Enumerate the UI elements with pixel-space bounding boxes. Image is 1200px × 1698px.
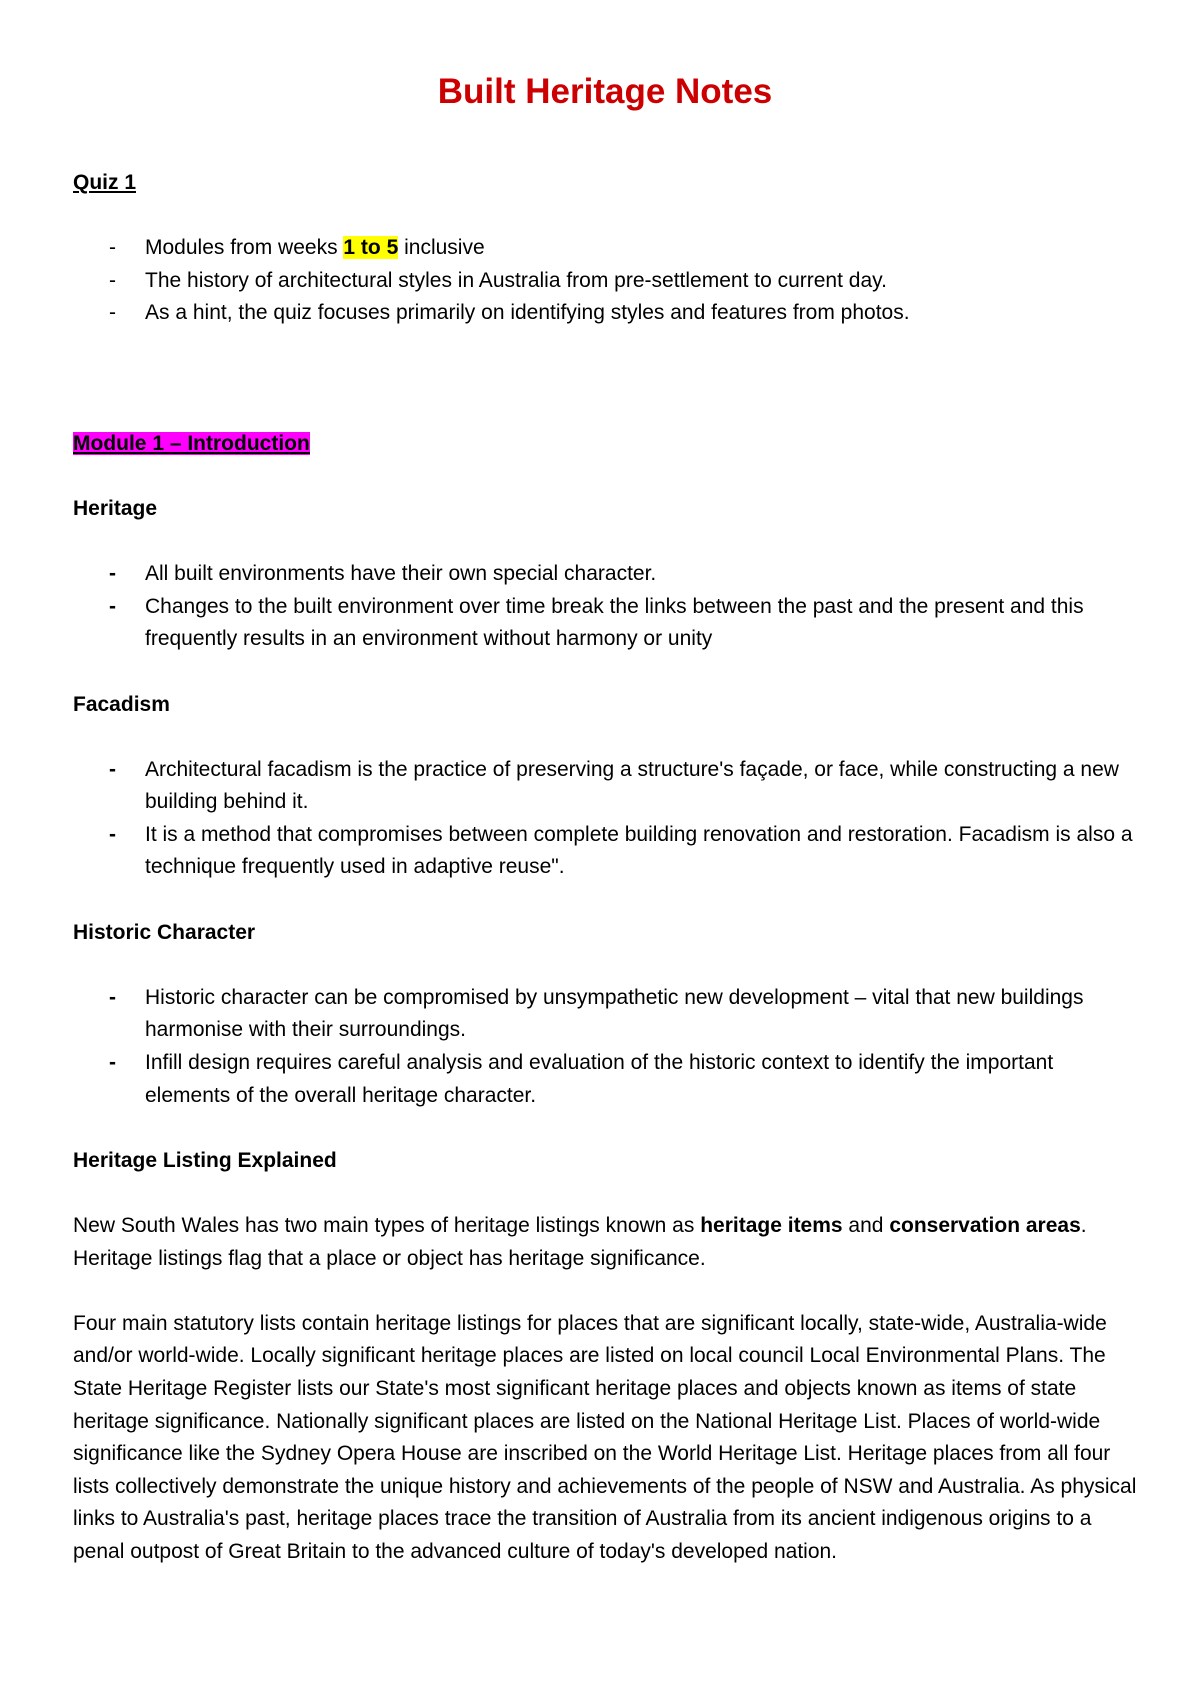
highlighted-weeks: 1 to 5 bbox=[343, 236, 399, 260]
list-item: - Infill design requires careful analysis and evaluation of the historic context to identify the important elements of the overall heritage character. bbox=[109, 1051, 1054, 1107]
list-item: - As a hint, the quiz focuses primarily on identifying styles and features from photos. bbox=[73, 297, 1143, 330]
document-body bbox=[73, 167, 1143, 1569]
list-item: - Modules from weeks 1 to 5 inclusive bbox=[73, 232, 1143, 265]
section-heading-historic-character: Historic Character bbox=[73, 920, 256, 944]
historic-list bbox=[73, 982, 1143, 1112]
list-item: - Historic character can be compromised by unsympathetic new development – vital that new buildings harmonise with their surroundings. bbox=[109, 985, 1084, 1042]
list-item: - Changes to the built environment over time break the links between the past and the present and this frequently results in an environment without harmony or unity bbox=[109, 594, 1084, 651]
listing-paragraph-2: Four main statutory lists contain heritage listings for places that are significant locally, state-wide, Australia-wide and/or world-wide. Locally significant heritage places are listed on local council Local Environmental Plans. The State Heritage Register lists our State's most significant heritage places and objects known as items of state heritage significance. Nationally significant places are listed on the National Heritage List. Places of world-wide significance like the Sydney Opera House are inscribed on the World Heritage List. Heritage places from all four lists collectively demonstrate the unique history and achievements of the people of NSW and Australia. As physical links to Australia's past, heritage places trace the transition of Australia from its ancient indigenous origins to a penal outpost of Great Britain to the advanced culture of today's developed nation. bbox=[73, 1311, 1137, 1563]
section-heading-heritage-listing: Heritage Listing Explained bbox=[73, 1148, 337, 1172]
list-item: - Architectural facadism is the practice of preserving a structure's façade, or face, while constructing a new building behind it. bbox=[109, 757, 1119, 814]
quiz-heading: Quiz 1 bbox=[73, 171, 137, 194]
list-item: - The history of architectural styles in Australia from pre-settlement to current day. bbox=[73, 265, 1143, 298]
bullet-dash: - bbox=[109, 268, 116, 292]
quiz-list bbox=[73, 232, 1143, 330]
listing-paragraph-1: New South Wales has two main types of heritage listings known as heritage items and conservation areas. Heritage listings flag that a place or object has heritage significance. bbox=[73, 1214, 1087, 1270]
list-item: - It is a method that compromises between complete building renovation and restoration. Facadism is also a technique frequently used in adaptive reuse". bbox=[109, 822, 1133, 879]
module-heading: Module 1 – Introduction bbox=[73, 431, 310, 455]
heritage-list bbox=[73, 558, 1143, 656]
facadism-list bbox=[73, 754, 1143, 884]
section-heading-facadism: Facadism bbox=[73, 692, 170, 716]
document-title: Built Heritage Notes bbox=[437, 72, 773, 111]
bullet-dash: - bbox=[109, 301, 116, 325]
bullet-dash: - bbox=[109, 236, 116, 260]
section-heading-heritage: Heritage bbox=[73, 496, 158, 520]
list-item: - All built environments have their own special character. bbox=[109, 562, 657, 586]
